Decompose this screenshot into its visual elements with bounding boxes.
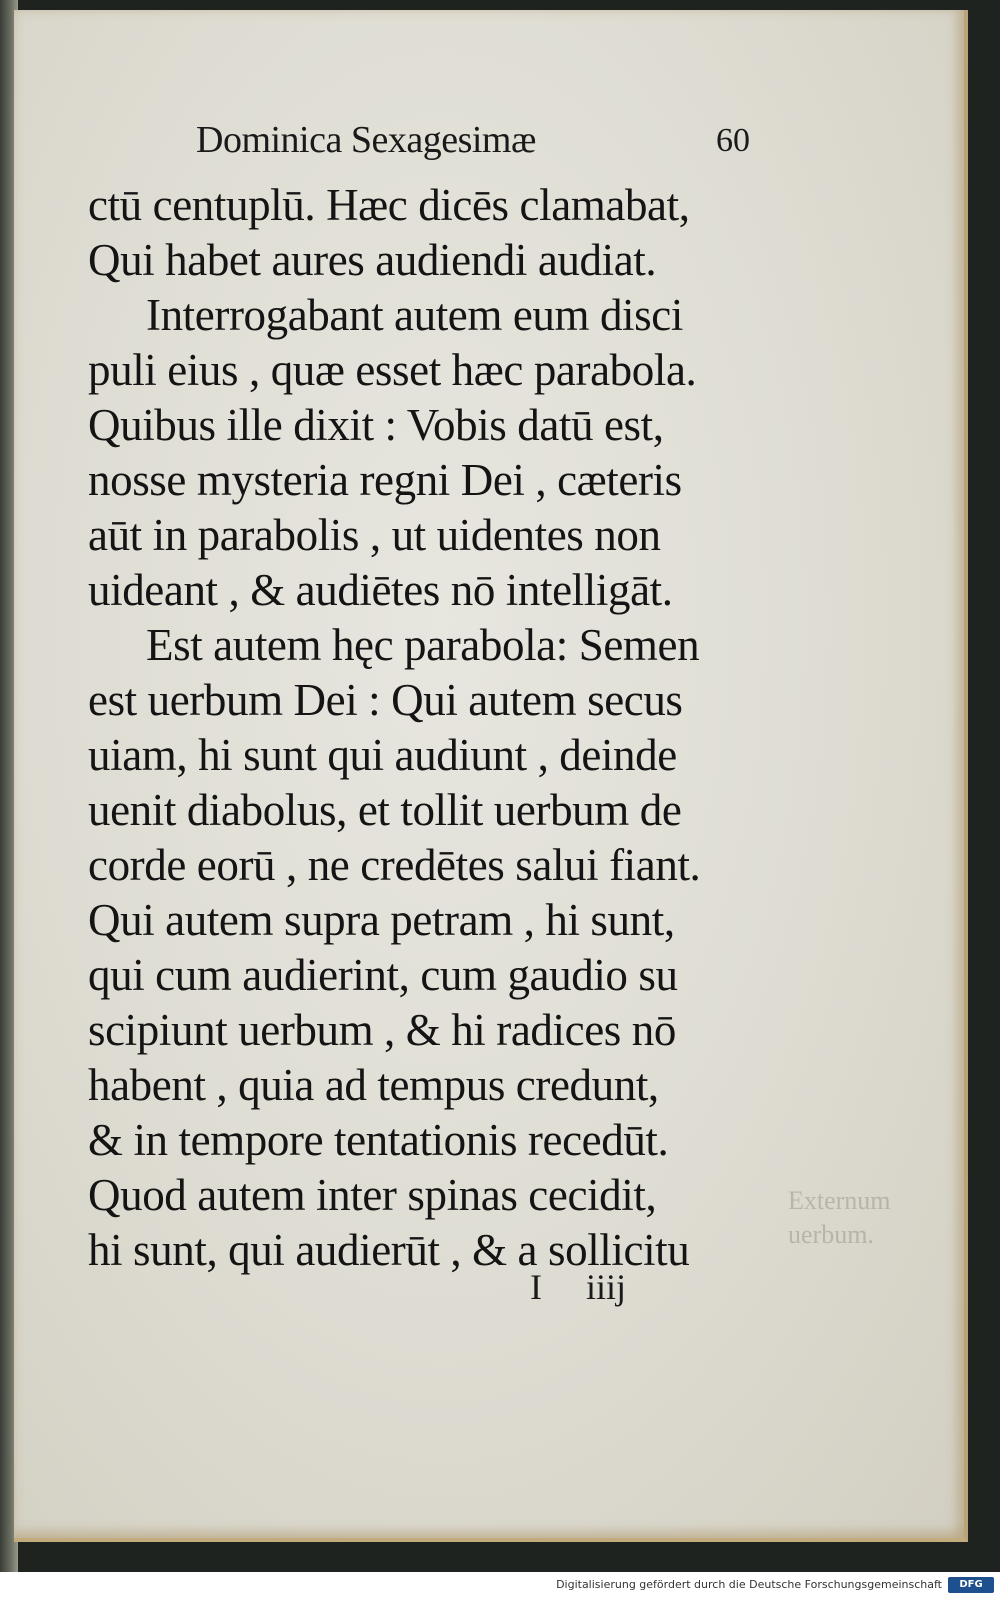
signature-letter: I (530, 1267, 542, 1307)
dfg-logo-icon: DFG (948, 1577, 994, 1593)
text-line: corde eorū , ne credētes salui fiant. (88, 840, 701, 890)
text-line: Quod autem inter spinas cecidit, (88, 1170, 657, 1220)
text-block (88, 178, 738, 1278)
footer-credit: Digitalisierung gefördert durch die Deutsche Forschungsgemeinschaft (556, 1578, 942, 1591)
digitization-footer (0, 1572, 1000, 1599)
page-header (190, 118, 750, 168)
signature-number: iiij (586, 1267, 627, 1307)
signature-mark (520, 1266, 720, 1316)
text-line: nosse mysteria regni Dei , cæteris (88, 455, 682, 505)
text-line: Interrogabant autem eum disci (146, 290, 683, 340)
text-line: & in tempore tentationis recedūt. (88, 1115, 669, 1165)
text-line: habent , quia ad tempus credunt, (88, 1060, 659, 1110)
text-line: uenit diabolus, et tollit uerbum de (88, 785, 682, 835)
text-line: puli eius , quæ esset hæc parabola. (88, 345, 697, 395)
text-line: uideant , & audiētes nō intelligāt. (88, 565, 673, 615)
text-line: ctū centuplū. Hæc dicēs clamabat, (88, 180, 690, 230)
text-line: uiam, hi sunt qui audiunt , deinde (88, 730, 677, 780)
text-line: Qui autem supra petram , hi sunt, (88, 895, 675, 945)
text-line: Est autem hęc parabola: Semen (146, 620, 700, 670)
text-line: scipiunt uerbum , & hi radices nō (88, 1005, 676, 1055)
show-through-text: Externum uerbum. (788, 1186, 891, 1249)
text-line: hi sunt, qui audierūt , & a sollicitu (88, 1225, 690, 1275)
text-line: Qui habet aures audiendi audiat. (88, 235, 657, 285)
folio-number: 60 (716, 122, 750, 159)
text-line: est uerbum Dei : Qui autem secus (88, 675, 683, 725)
running-head: Dominica Sexagesimæ (196, 119, 536, 161)
text-line: aūt in parabolis , ut uidentes non (88, 510, 661, 560)
text-line: qui cum audierint, cum gaudio su (88, 950, 678, 1000)
text-line: Quibus ille dixit : Vobis datū est, (88, 400, 664, 450)
